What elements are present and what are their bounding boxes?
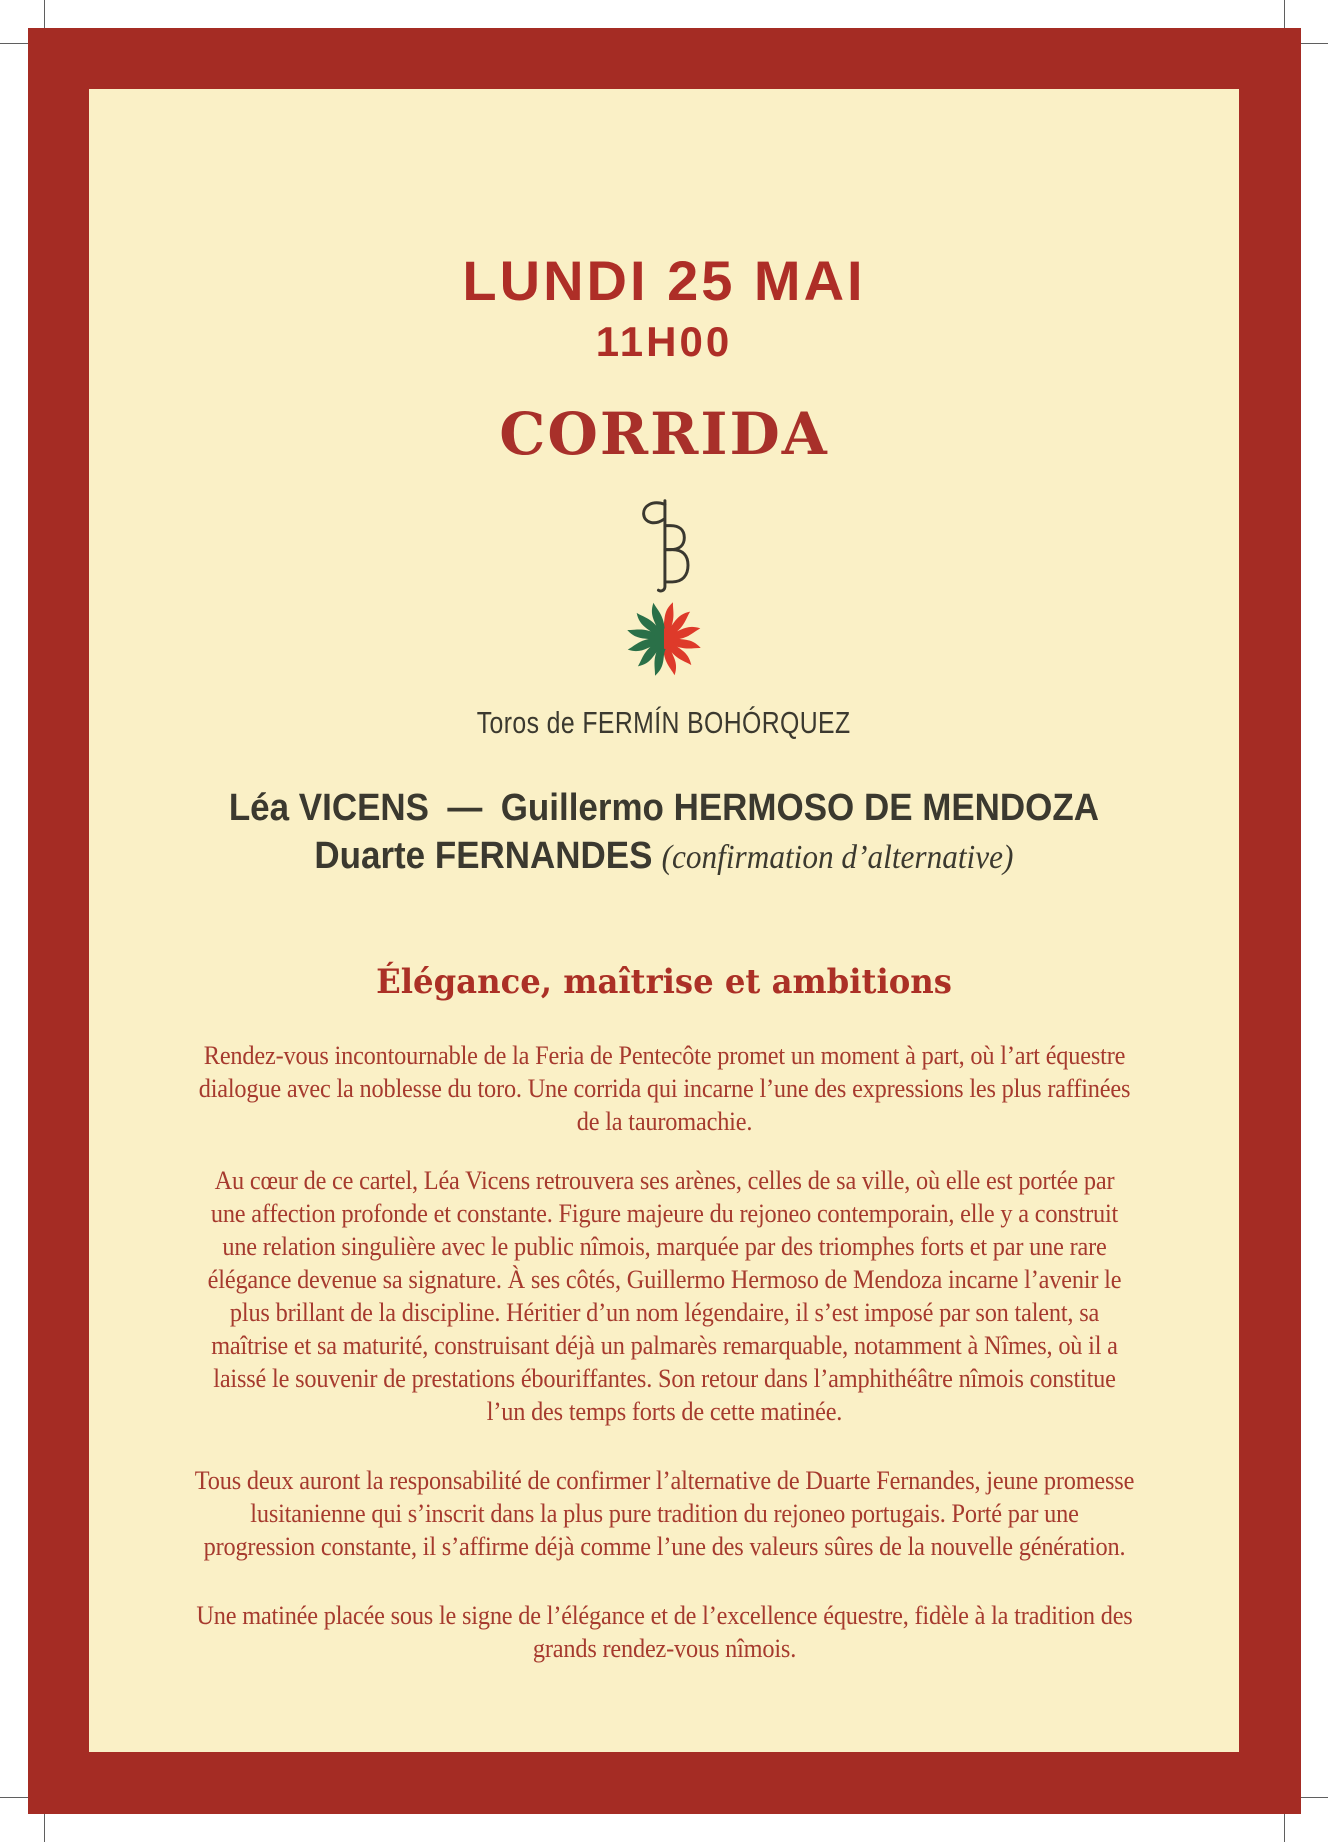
names-separator: — — [447, 787, 483, 829]
breeder-monogram-icon — [635, 497, 693, 593]
red-frame — [28, 28, 1301, 1814]
paragraph-alternative: Tous deux auront la responsabilité de confirmer l’alternative de Duarte Fernandes, jeune promesse lusitanienne qui s’inscrit dans la plus pure tradition du rejoneo portugais. Porté par une progression constante, il s’affirme déjà comme l’une des valeurs sûres de la nouvelle génération. — [194, 1466, 1134, 1562]
breeder-line: Toros de FERMÍN BOHÓRQUEZ — [477, 705, 851, 740]
event-time: 11H00 — [595, 318, 733, 365]
cartel-line-1 — [229, 784, 1099, 832]
event-title: CORRIDA — [499, 400, 829, 468]
crop-mark — [1284, 1812, 1285, 1842]
sunburst-icon — [622, 597, 706, 681]
cartel-line-2 — [229, 832, 1099, 882]
paragraph-riders: Au cœur de ce cartel, Léa Vicens retrouvera ses arènes, celles de sa ville, où elle est portée par une affection profonde et constante. Figure majeure du rejoneo contemporain, elle y a construit une relation singulière avec le public nîmois, marquée par des triomphes forts et par une rare élégance devenue sa signature. À ses côtés, Guillermo Hermoso de Mendoza incarne l’avenir le plus brillant de la discipline. Héritier d’un nom légendaire, il s’est imposé par son talent, sa maîtrise et sa maturité, construisant déjà un palmarès remarquable, notamment à Nîmes, où il a laissé le souvenir de prestations ébouriffantes. Son retour dans l’amphithéâtre nîmois constitue l’un des temps forts de cette matinée. — [207, 1166, 1121, 1427]
event-date: LUNDI 25 MAI — [462, 249, 866, 312]
paragraph-closing: Une matinée placée sous le signe de l’élégance et de l’excellence équestre, fidèle à la tradition des grands rendez-vous nîmois. — [195, 1601, 1133, 1664]
alternative-note: (confirmation d’alternative) — [661, 839, 1014, 876]
crop-mark — [1284, 0, 1285, 30]
paragraph-intro: Rendez-vous incontournable de la Feria de Pentecôte promet un moment à part, où l’art équestre dialogue avec la noblesse du toro. Une corrida qui incarne l’une des expressions les plus raffinées de la tauromachie. — [198, 1041, 1130, 1137]
rider-name-hermoso-de-mendoza: Guillermo HERMOSO DE MENDOZA — [500, 787, 1100, 829]
crop-mark — [44, 1812, 45, 1842]
headline: Élégance, maîtrise et ambitions — [376, 962, 952, 1002]
crop-mark — [44, 0, 45, 30]
cartel-names — [229, 784, 1099, 882]
rider-name-duarte-fernandes: Duarte FERNANDES — [314, 835, 653, 877]
poster-content — [89, 89, 1239, 1752]
poster-panel — [89, 89, 1239, 1752]
body-copy — [194, 1039, 1134, 1691]
rider-name-lea-vicens: Léa VICENS — [228, 787, 430, 829]
